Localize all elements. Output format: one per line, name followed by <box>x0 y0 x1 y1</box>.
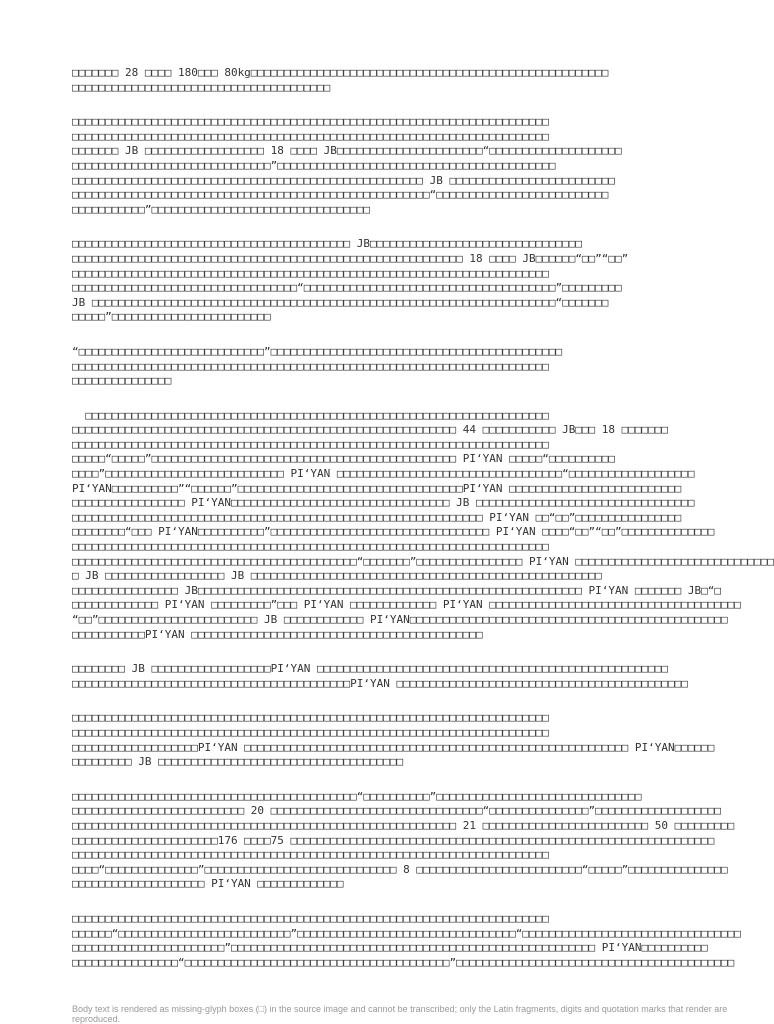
text-line: □□□□□□□□□□□□□□□□□□□□□□□□□□□□□□□□□□□□□□□□□□□□□□□□□□□□□□□□□□ 44 □□□□□□□□□□□ JB□□□ 18 □□□□□□□ <box>72 423 669 437</box>
text-line: □□□□□□□□□□□□□□□□□□□□□□□□□□□□□□□□□□□□□□□□□□□□□□□□□□□□□□□□□□□□□□□□□□□□□□□□ <box>72 129 549 143</box>
text-line: □□□□□□□□□□□□□□□ <box>72 374 172 388</box>
text-line: “□□□□□□□□□□□□□□□□□□□□□□□□□□□□”□□□□□□□□□□□□□□□□□□□□□□□□□□□□□□□□□□□□□□□□□□□□ <box>72 344 563 358</box>
text-line: □□□□□□□ JB □□□□□□□□□□□□□□□□□□ 18 □□□□ JB□□□□□□□□□□□□□□□□□□□□□□“□□□□□□□□□□□□□□□□□□□□ <box>72 144 622 158</box>
text-line: □□□□□□□□□□□□□□□□□□□□□□□□□□□□□□□□□□□□□□□□□□□□□□□□□□□□□□□□□□□□□□□□□□□□□□□□ <box>72 911 549 925</box>
text-line: □□□□□□□□□□□□□□□□□□□□□□□□□□□□□□□□□□□□□□□□□□□□□□□□□□□□□□□□□□□□□□□□□□□□□□□□ <box>72 115 549 129</box>
text-line: □□□□“□□□□□□□□□□□□□□”□□□□□□□□□□□□□□□□□□□□□□□□□□□□□ 8 □□□□□□□□□□□□□□□□□□□□□□□□□“□□□□□”□□□□□□□□□□□□□□□ <box>72 862 728 876</box>
text-line: □□□□□□□□□□□□□□□□□□□□□□□□□□□□□□□□□□□□□□□□□□□□□□□□□□□□□□□□□□□□□□□□□□□□□□□□ <box>72 540 549 554</box>
paragraph-3 <box>72 237 698 325</box>
text-line: □□□□□□□□□□□□□□□□□□□□□□□□□□□□□□□□□□□□□□□□□□PI‘YAN □□□□□□□□□□□□□□□□□□□□□□□□□□□□□□□□□□□□□□□□□□□□ <box>72 676 688 690</box>
text-line: □□□□□□□□□□□□□□□□□□□□□□□□□□□□□□□□□□□□□□□□□□□□□□□□□□□□□□□□□□□□□□ PI‘YAN □□“□□”□□□□□□□□□□□□□□□□ <box>72 510 682 524</box>
paragraph-5 <box>72 408 774 643</box>
text-line: □□□□□□□□□□□□□□□□□□□□□□□□□□□□□□□□□□□□□□□□□□□“□□□□□□□”□□□□□□□□□□□□□□□□ PI‘YAN □□□□□□□□□□□□□□□□□□□□□□□□□□□□□□ <box>72 554 774 568</box>
text-line: □ JB □□□□□□□□□□□□□□□□□□ JB □□□□□□□□□□□□□□□□□□□□□□□□□□□□□□□□□□□□□□□□□□□□□□□□□□□□□ <box>72 569 602 583</box>
text-line: □□□□□□□□□□□□□□□□“□□□□□□□□□□□□□□□□□□□□□□□□□□□□□□□□□□□□□□□□”□□□□□□□□□□□□□□□□□□□□□□□□□□□□□□□□□□□□□□□□□□ <box>72 955 735 969</box>
paragraph-2 <box>72 115 698 217</box>
text-line: □□□□□□□□□□□□□□□□□□□□□□□□□□□□□□□□□□□□□□□□□□ JB□□□□□□□□□□□□□□□□□□□□□□□□□□□□□□□□ <box>72 237 582 251</box>
text-line: PI‘YAN□□□□□□□□□□”“□□□□□□”□□□□□□□□□□□□□□□□□□□□□□□□□□□□□□□□□□PI‘YAN □□□□□□□□□□□□□□□□□□□□□□□□□□ <box>72 481 682 495</box>
text-line: □□□□□□□□□□□□□ PI‘YAN □□□□□□□□□”□□□ PI‘YAN □□□□□□□□□□□□□ PI‘YAN □□□□□□□□□□□□□□□□□□□□□□□□□□□□□□□□□□□□□□ <box>72 598 741 612</box>
text-line: □□□□□□□□□□□□□□□□□□□□□□□□□□□□□□□□□□□□□□□ <box>72 80 331 94</box>
text-line: □□□□□“□□□□□”□□□□□□□□□□□□□□□□□□□□□□□□□□□□□□□□□□□□□□□□□□□□□□ PI‘YAN □□□□□“□□□□□□□□□□ <box>72 452 616 466</box>
paragraph-1 <box>72 66 698 95</box>
text-line: □□□□□□□□□□□□□□□□□□□□□□□□□□□□□□□□□□□□□□□□□□□□□□□□□□□□□□□□□□ 21 □□□□□□□□□□□□□□□□□□□□□□□□□ 50 □□□□□□□□□ <box>72 818 735 832</box>
text-line: □□□□□□□□□□□□□□□□□□□□□□□□□□□□□□□□□□□□□□□□□□□“□□□□□□□□□□”□□□□□□□□□□□□□□□□□□□□□□□□□□□□□□□ <box>72 789 642 803</box>
document-page <box>72 66 774 990</box>
text-line: “□□”□□□□□□□□□□□□□□□□□□□□□□□□ JB □□□□□□□□□□□□ PI‘YAN□□□□□□□□□□□□□□□□□□□□□□□□□□□□□□□□□□□□□□□□□□□□□□□□ <box>72 613 728 626</box>
text-line: □□□□□□□□□□□□□□□□□□□PI‘YAN □□□□□□□□□□□□□□□□□□□□□□□□□□□□□□□□□□□□□□□□□□□□□□□□□□□□□□□□□□ PI‘YAN□□□□□□ <box>72 740 715 754</box>
text-line: □□□□□□□□□ JB □□□□□□□□□□□□□□□□□□□□□□□□□□□□□□□□□□□□□ <box>72 755 404 769</box>
text-line: □□□□□□□ 28 □□□□ 180□□□ 80kg□□□□□□□□□□□□□□□□□□□□□□□□□□□□□□□□□□□□□□□□□□□□□□□□□□□□□□ <box>72 66 609 79</box>
text-line: □□□□□”□□□□□□□□□□□□□□□□□□□□□□□□ <box>72 310 271 324</box>
text-line: □□□□□□□□□□□□□□□□□□□□□□□□□□□□□□□□□□□□□□□□□□□□□□□□□□□□□□□□□□□□□□□□□□□□□□□□ <box>72 266 549 280</box>
text-line: □□□□□□□□□□□□□□□□□□□□□□□□□□□□□□□□□□□□□□□□□□□□□□□□□□□□□□“□□□□□□□□□□□□□□□□□□□□□□□□□□ <box>72 188 609 202</box>
text-line: □□□□□□□□□□□□□□□□ JB□□□□□□□□□□□□□□□□□□□□□□□□□□□□□□□□□□□□□□□□□□□□□□□□□□□□□□□□□□ PI‘YAN □□□□□□□ JB□“□ <box>72 583 722 597</box>
text-line: □□□□□□□□□□□□□□□□□□□□□□□□□□□□□□□□□□□□□□□□□□□□□□□□□□□□□□□□□□□□□□□□□□□□□□□□ <box>72 725 549 739</box>
legibility-note: Body text is rendered as missing-glyph boxes (□) in the source image and cannot be transcribed; only the Latin fragments, digits and quotation marks that render are reproduced. <box>72 1004 728 1024</box>
text-line: □□□□□□□□□□□□□□□□□□□□□□□□□□□□□□□□□□□□□□□□□□□□□□□□□□□□□□□□□□□□□□□□□□□□□□□□ <box>72 437 549 451</box>
text-line: □□□□□□□□□□□□□□□□□□□□□□□□□□□□□□”□□□□□□□□□□□□□□□□□□□□□□□□□□□□□□□□□□□□□□□□□□ <box>72 158 556 172</box>
text-line: □□□□□□□□□□□□□□□□□□□□□□□□□□□□□□□□□□“□□□□□□□□□□□□□□□□□□□□□□□□□□□□□□□□□□□□□□”□□□□□□□□□ <box>72 281 622 295</box>
text-line: □□□□□□□□□□□□□□□□□□□□ PI‘YAN □□□□□□□□□□□□□ <box>72 877 344 891</box>
paragraph-7 <box>72 711 715 769</box>
text-line: □□□□□□□□“□□□ PI‘YAN□□□□□□□□□□”□□□□□□□□□□□□□□□□□□□□□□□□□□□□□□□□□ PI‘YAN □□□□“□□”“□□”□□□□□□□□□□□□□□ <box>72 525 715 539</box>
text-line: □□□□□□□□□□□□□□□□□□□□□□□□□□□□□□□□□□□□□□□□□□□□□□□□□□□□□□□□□□□□□□□□□□□□□□□□ <box>72 711 549 725</box>
text-line: □□□□□□“□□□□□□□□□□□□□□□□□□□□□□□□□□”□□□□□□□□□□□□□□□□□□□□□□□□□□□□□□□□□“□□□□□□□□□□□□□□□□□□□□□□□□□□□□□□□□□ <box>72 926 741 940</box>
text-line: □□□□”□□□□□□□□□□□□□□□□□□□□□□□□□□□ PI‘YAN □□□□□□□□□□□□□□□□□□□□□□□□□□□□□□□□□□“□□□□□□□□□□□□□□□□□□□ <box>72 467 695 481</box>
text-line: □□□□□□□□□□□□□□□□□□□□□□□□□□□□□□□□□□□□□□□□□□□□□□□□□□□□□□□□□□□ 18 □□□□ JB□□□□□□“□□”“□□” <box>72 251 629 265</box>
text-line: □□□□□□□□□□□PI‘YAN □□□□□□□□□□□□□□□□□□□□□□□□□□□□□□□□□□□□□□□□□□□□ <box>72 627 483 641</box>
text-line: □□□□□□□□□□□□□□□□□□□□□□□□□□ 20 □□□□□□□□□□□□□□□□□□□□□□□□□□□□□□□□“□□□□□□□□□□□□□□□”□□□□□□□□□□□□□□□□□□□ <box>72 804 722 818</box>
paragraph-9 <box>72 911 741 970</box>
text-line: □□□□□□□□□□□□□□□□□□□□□□□□□□□□□□□□□□□□□□□□□□□□□□□□□□□□□ JB □□□□□□□□□□□□□□□□□□□□□□□□□ <box>72 173 616 187</box>
paragraph-6 <box>72 662 698 691</box>
text-line: □□□□□□□□□□□”□□□□□□□□□□□□□□□□□□□□□□□□□□□□□□□□□ <box>72 202 371 216</box>
text-line: □□□□□□□□□□□□□□□□□□□□□□□□□□□□□□□□□□□□□□□□□□□□□□□□□□□□□□□□□□□□□□□□□□□□□□□□ <box>72 359 549 373</box>
text-line: □□□□□□□□□□□□□□□□□□□□□□□”□□□□□□□□□□□□□□□□□□□□□□□□□□□□□□□□□□□□□□□□□□□□□□□□□□□□□□□ PI‘YAN□□□□□□□□□□ <box>72 941 708 955</box>
text-line: JB □□□□□□□□□□□□□□□□□□□□□□□□□□□□□□□□□□□□□□□□□□□□□□□□□□□□□□□□□□□□□□□□□□□□□□“□□□□□□□ <box>72 295 609 309</box>
text-line: □□□□□□□□□□□□□□□□□□□□□□□□□□□□□□□□□□□□□□□□□□□□□□□□□□□□□□□□□□□□□□□□□□□□□□ <box>72 408 549 422</box>
paragraph-8 <box>72 789 735 892</box>
paragraph-4 <box>72 345 698 389</box>
text-line: □□□□□□□□□□□□□□□□□□□□□□176 □□□□75 □□□□□□□□□□□□□□□□□□□□□□□□□□□□□□□□□□□□□□□□□□□□□□□□□□□□□□□□□□□□□□□□ <box>72 833 715 847</box>
text-line: □□□□□□□□ JB □□□□□□□□□□□□□□□□□□PI‘YAN □□□□□□□□□□□□□□□□□□□□□□□□□□□□□□□□□□□□□□□□□□□□□□□□□□□□□ <box>72 662 669 676</box>
text-line: □□□□□□□□□□□□□□□□□□□□□□□□□□□□□□□□□□□□□□□□□□□□□□□□□□□□□□□□□□□□□□□□□□□□□□□□ <box>72 848 549 862</box>
text-line: □□□□□□□□□□□□□□□□□ PI‘YAN□□□□□□□□□□□□□□□□□□□□□□□□□□□□□□□□□ JB □□□□□□□□□□□□□□□□□□□□□□□□□□□□□□□□□ <box>72 496 695 510</box>
